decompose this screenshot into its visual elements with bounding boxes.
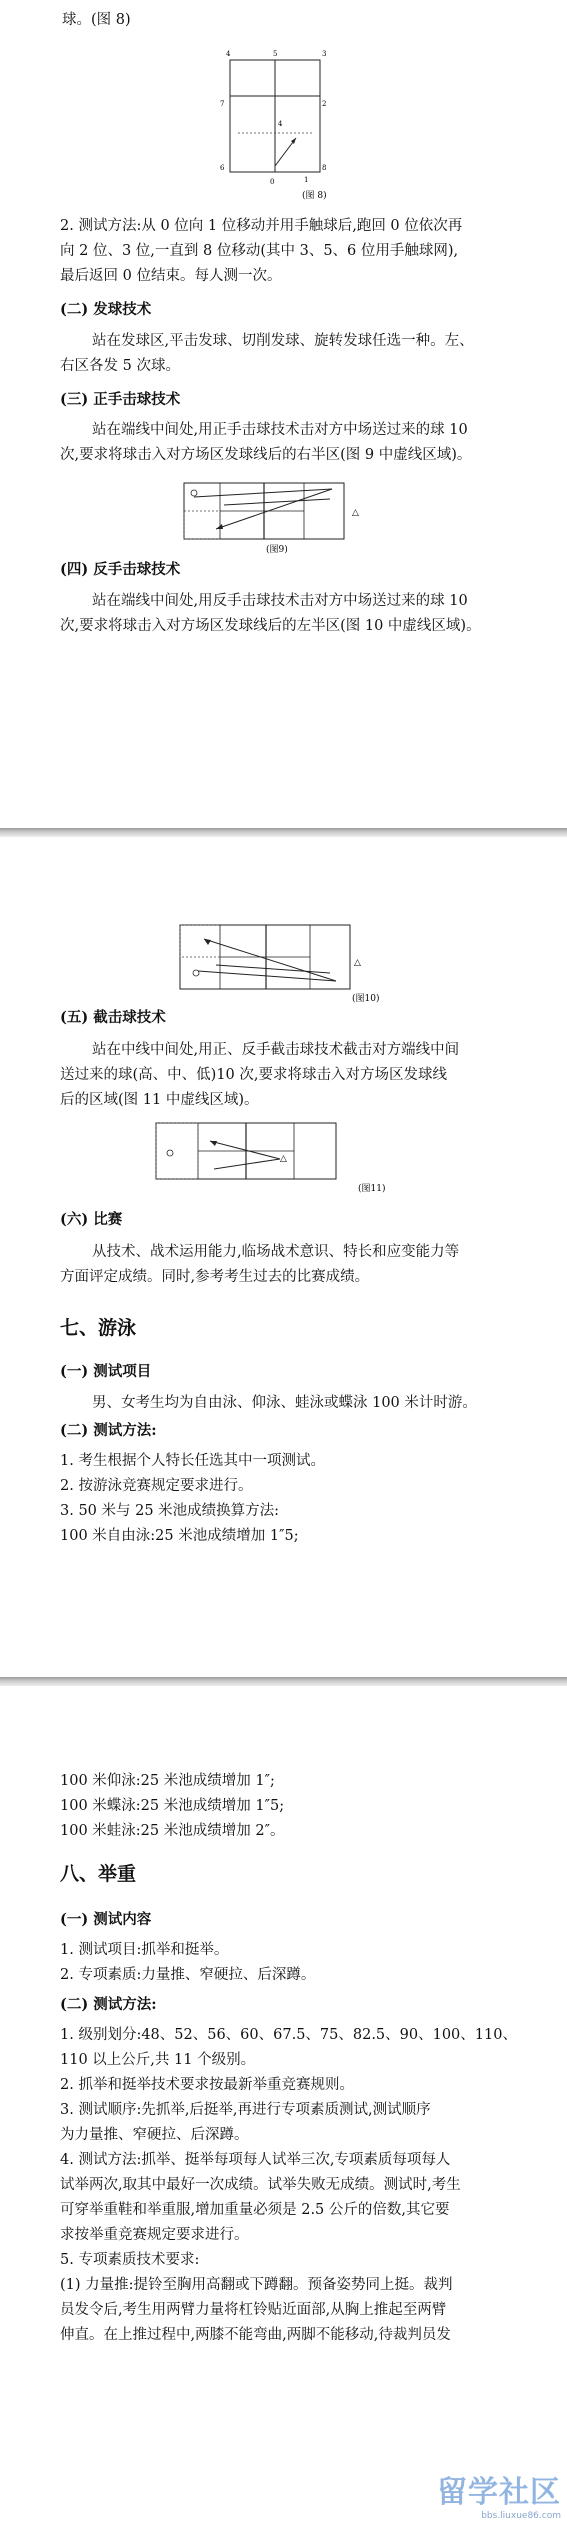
figure-8-diagram: [218, 46, 348, 206]
fig8-label: 1: [304, 176, 309, 184]
text-line: 求按举重竞赛规定要求进行。: [60, 2227, 249, 2243]
text-line: 2. 专项素质:力量推、窄硬拉、后深蹲。: [60, 1967, 316, 1983]
text-line: 伸直。在上推过程中,两膝不能弯曲,两脚不能移动,待裁判员发: [60, 2327, 451, 2343]
document-page-3: [0, 1686, 567, 2527]
player-marker-icon: △: [352, 508, 359, 518]
text-line: 向 2 位、3 位,一直到 8 位移动(其中 3、5、6 位用手触球网),: [60, 243, 459, 259]
text-line: 5. 专项素质技术要求:: [60, 2252, 200, 2268]
fig8-label: 2: [322, 100, 327, 108]
text-line: 站在端线中间处,用反手击球技术击对方中场送过来的球 10: [92, 593, 468, 609]
text-line: 100 米蝶泳:25 米池成绩增加 1″5;: [60, 1798, 285, 1814]
page-separator: [0, 828, 567, 837]
fig8-label: 3: [322, 50, 327, 58]
section-heading: (二) 发球技术: [60, 301, 152, 318]
text-line: 100 米蛙泳:25 米池成绩增加 2″。: [60, 1823, 285, 1839]
section-heading: (四) 反手击球技术: [60, 561, 181, 578]
figure-caption: (图9): [266, 545, 288, 555]
text-line: 送过来的球(高、中、低)10 次,要求将球击入对方场区发球线: [60, 1067, 447, 1083]
text-line: 可穿举重鞋和举重服,增加重量必须是 2.5 公斤的倍数,其它要: [60, 2202, 450, 2218]
text-line: 次,要求将球击入对方场区发球线后的左半区(图 10 中虚线区域)。: [60, 618, 481, 634]
text-line: 为力量推、窄硬拉、后深蹲。: [60, 2127, 249, 2143]
figure-caption: (图10): [352, 994, 380, 1004]
document-page-2: [0, 837, 567, 1677]
watermark-text: 留学社区: [437, 2475, 561, 2510]
section-heading: (二) 测试方法:: [60, 1996, 157, 2013]
figure-9-diagram: [180, 477, 380, 557]
chapter-heading: 七、游泳: [60, 1317, 137, 1339]
text-line: 右区各发 5 次球。: [60, 358, 180, 374]
text-line: 1. 级别划分:48、52、56、60、67.5、75、82.5、90、100、110、: [60, 2027, 517, 2043]
text-line: 站在发球区,平击发球、切削发球、旋转发球任选一种。左、: [92, 333, 474, 349]
document-page-1: [0, 0, 567, 828]
fig8-label: 4: [226, 50, 231, 58]
watermark-logo: [437, 2467, 561, 2521]
chapter-heading: 八、举重: [60, 1863, 137, 1885]
fig8-label: 4: [278, 120, 283, 128]
text-line: 2. 测试方法:从 0 位向 1 位移动并用手触球后,跑回 0 位依次再: [60, 218, 463, 234]
figure-caption: (图 8): [302, 191, 327, 201]
page-separator: [0, 1677, 567, 1686]
figure-caption: (图11): [358, 1184, 386, 1194]
text-line: 后的区域(图 11 中虚线区域)。: [60, 1092, 259, 1108]
text-line: 4. 测试方法:抓举、挺举每项每人试举三次,专项素质每项每人: [60, 2152, 451, 2168]
text-line: 站在中线中间处,用正、反手截击球技术截击对方端线中间: [92, 1042, 460, 1058]
player-marker-icon: △: [280, 1154, 287, 1164]
text-line: 方面评定成绩。同时,参考考生过去的比赛成绩。: [60, 1269, 370, 1285]
section-heading: (六) 比赛: [60, 1211, 123, 1228]
text-line: 2. 抓举和挺举技术要求按最新举重竞赛规则。: [60, 2077, 354, 2093]
text-line: 站在端线中间处,用正手击球技术击对方中场送过来的球 10: [92, 422, 468, 438]
text-line: 110 以上公斤,共 11 个级别。: [60, 2052, 256, 2068]
fig8-label: 5: [273, 50, 278, 58]
text-line: 试举两次,取其中最好一次成绩。试举失败无成绩。测试时,考生: [60, 2177, 461, 2193]
text-line: (1) 力量推:提铃至胸用高翻或下蹲翻。预备姿势同上挺。裁判: [60, 2277, 453, 2293]
text-line: 最后返回 0 位结束。每人测一次。: [60, 268, 282, 284]
text-line: 从技术、战术运用能力,临场战术意识、特长和应变能力等: [92, 1244, 460, 1260]
text-line: 1. 考生根据个人特长任选其中一项测试。: [60, 1453, 325, 1469]
section-heading: (五) 截击球技术: [60, 1009, 166, 1026]
figure-11-diagram: [150, 1117, 400, 1195]
text-line: 1. 测试项目:抓举和挺举。: [60, 1942, 229, 1958]
player-marker-icon: △: [354, 958, 361, 968]
section-heading: (一) 测试内容: [60, 1911, 152, 1928]
figure-10-diagram: [176, 917, 386, 1007]
fig8-label: 7: [220, 100, 225, 108]
text-line: 次,要求将球击入对方场区发球线后的右半区(图 9 中虚线区域)。: [60, 447, 472, 463]
text-line: 员发令后,考生用两臂力量将杠铃贴近面部,从胸上推起至两臂: [60, 2302, 447, 2318]
fig8-label: 0: [270, 178, 275, 186]
text-line: 球。(图 8): [62, 12, 131, 28]
watermark-url: bbs.liuxue86.com: [481, 2511, 561, 2521]
section-heading: (一) 测试项目: [60, 1363, 152, 1380]
text-line: 3. 50 米与 25 米池成绩换算方法:: [60, 1503, 280, 1519]
text-line: 3. 测试顺序:先抓举,后挺举,再进行专项素质测试,测试顺序: [60, 2102, 431, 2118]
section-heading: (三) 正手击球技术: [60, 391, 181, 408]
fig8-label: 8: [322, 164, 327, 172]
fig8-label: 6: [220, 164, 225, 172]
text-line: 100 米自由泳:25 米池成绩增加 1″5;: [60, 1528, 299, 1544]
section-heading: (二) 测试方法:: [60, 1422, 157, 1439]
text-line: 2. 按游泳竞赛规定要求进行。: [60, 1478, 253, 1494]
text-line: 100 米仰泳:25 米池成绩增加 1″;: [60, 1773, 275, 1789]
text-line: 男、女考生均为自由泳、仰泳、蛙泳或蝶泳 100 米计时游。: [92, 1395, 477, 1411]
